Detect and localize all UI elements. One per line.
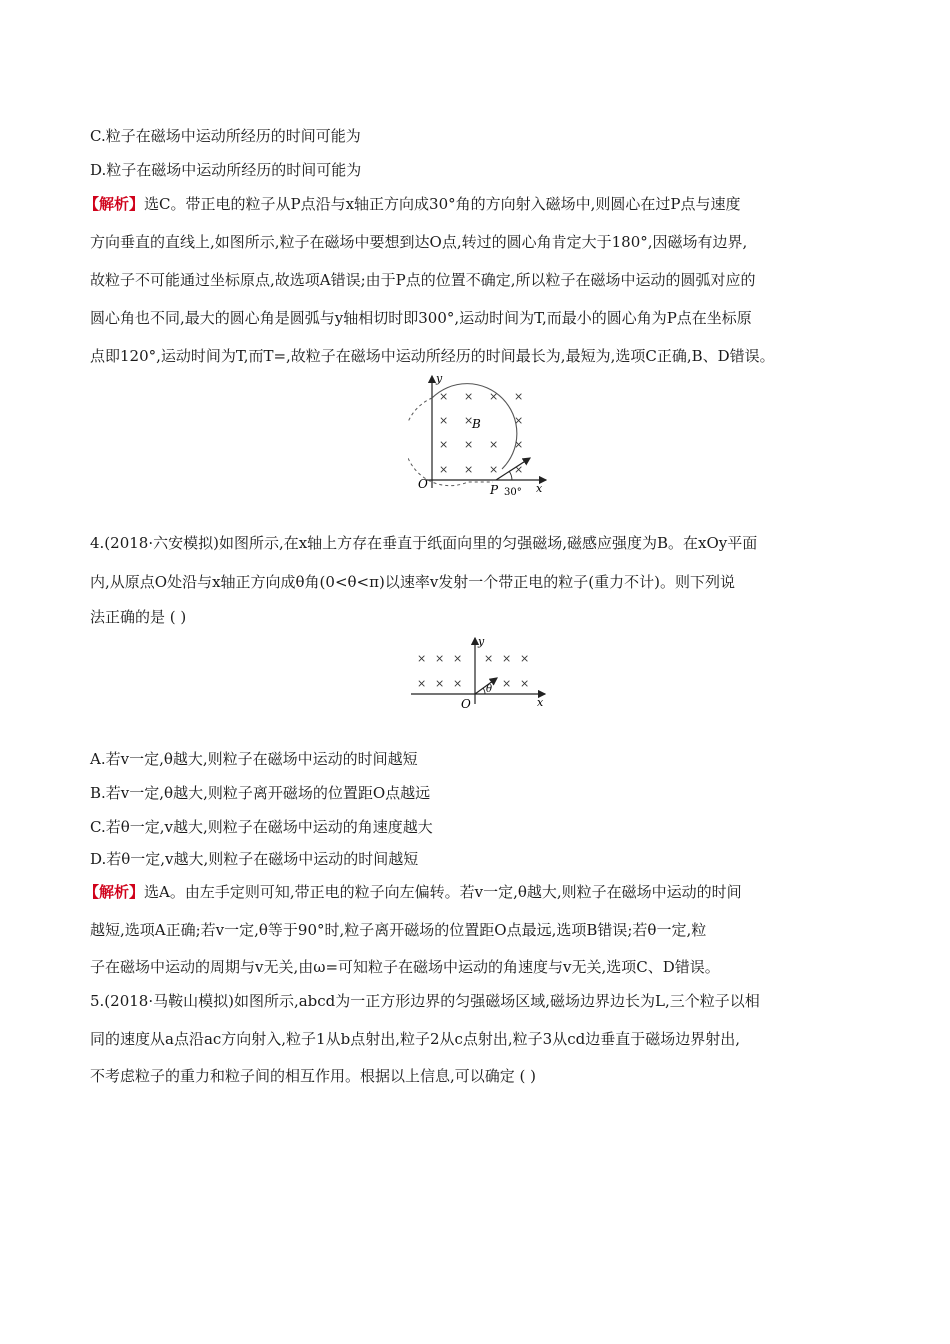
analysis-tag: 【解析】 bbox=[84, 195, 145, 213]
q4-analysis-line-1 bbox=[84, 882, 742, 902]
q3-figure bbox=[408, 370, 558, 502]
field-symbol: × bbox=[502, 652, 512, 665]
q3-analysis-line-5: 点即120°,运动时间为T,而T=,故粒子在磁场中运动所经历的时间最长为,最短为,选项C正确,B、D错误。 bbox=[90, 347, 775, 365]
angle-theta-label: θ bbox=[486, 684, 493, 695]
origin-label: O bbox=[418, 477, 428, 491]
field-symbol: × bbox=[520, 652, 530, 665]
field-symbol: × bbox=[417, 652, 427, 665]
field-symbol: × bbox=[439, 463, 449, 476]
field-symbol: × bbox=[464, 463, 474, 476]
field-symbol: × bbox=[464, 414, 474, 427]
q4-option-c: C.若θ一定,v越大,则粒子在磁场中运动的角速度越大 bbox=[90, 818, 433, 836]
q4-stem-line-1: 4.(2018·六安模拟)如图所示,在x轴上方存在垂直于纸面向里的匀强磁场,磁感应强度为B。在xOy平面 bbox=[90, 534, 758, 552]
q5-stem-line-1: 5.(2018·马鞍山模拟)如图所示,abcd为一正方形边界的匀强磁场区域,磁场边界边长为L,三个粒子以相 bbox=[90, 992, 760, 1010]
field-symbol: × bbox=[520, 677, 530, 690]
field-symbol: × bbox=[439, 390, 449, 403]
q3-analysis-line-1 bbox=[84, 194, 741, 214]
q3-option-d: D.粒子在磁场中运动所经历的时间可能为 bbox=[90, 161, 362, 179]
q4-analysis-line-3: 子在磁场中运动的周期与v无关,由ω=可知粒子在磁场中运动的角速度与v无关,选项C、D错误。 bbox=[90, 958, 720, 976]
q3-analysis-line-2: 方向垂直的直线上,如图所示,粒子在磁场中要想到达O点,转过的圆心角肯定大于180°,因磁场有边界, bbox=[90, 233, 748, 251]
x-axis-label: x bbox=[536, 482, 543, 495]
field-symbol: × bbox=[489, 463, 499, 476]
q5-stem-line-3: 不考虑粒子的重力和粒子间的相互作用。根据以上信息,可以确定 ( ) bbox=[90, 1067, 537, 1085]
field-symbol: × bbox=[417, 677, 427, 690]
q4-analysis-line-2: 越短,选项A正确;若v一定,θ等于90°时,粒子离开磁场的位置距O点最远,选项B错误;若θ一定,粒 bbox=[90, 921, 707, 939]
field-symbol: × bbox=[435, 677, 445, 690]
q3-analysis-line-3: 故粒子不可能通过坐标原点,故选项A错误;由于P点的位置不确定,所以粒子在磁场中运动的圆弧对应的 bbox=[90, 271, 756, 289]
q4-option-a: A.若v一定,θ越大,则粒子在磁场中运动的时间越短 bbox=[90, 750, 418, 768]
field-symbols bbox=[439, 390, 523, 476]
field-symbol: × bbox=[464, 438, 474, 451]
q4-stem-line-3: 法正确的是 ( ) bbox=[90, 608, 187, 626]
field-symbol: × bbox=[453, 652, 463, 665]
field-symbols bbox=[417, 652, 529, 690]
x-axis-label: x bbox=[537, 696, 544, 709]
field-symbol: × bbox=[514, 438, 524, 451]
q3-analysis-line-4: 圆心角也不同,最大的圆心角是圆弧与y轴相切时即300°,运动时间为T,而最小的圆心角为P点在坐标原 bbox=[90, 309, 752, 327]
circle-dashed-arc bbox=[408, 398, 493, 486]
field-symbol: × bbox=[502, 677, 512, 690]
field-symbol: × bbox=[514, 390, 524, 403]
y-axis-label: y bbox=[436, 372, 443, 385]
field-symbol: × bbox=[514, 463, 524, 476]
field-symbol: × bbox=[453, 677, 463, 690]
q4-figure bbox=[405, 634, 555, 714]
analysis-text: 选A。由左手定则可知,带正电的粒子向左偏转。若v一定,θ越大,则粒子在磁场中运动的时间 bbox=[144, 883, 742, 901]
point-p-label: P bbox=[490, 483, 499, 497]
angle-label: 30° bbox=[504, 487, 522, 498]
field-symbol: × bbox=[439, 414, 449, 427]
field-symbol: × bbox=[514, 414, 524, 427]
q4-stem-line-2: 内,从原点O处沿与x轴正方向成θ角(0<θ<π)以速率v发射一个带正电的粒子(重力不计)。则下列说 bbox=[90, 573, 736, 591]
q3-option-c: C.粒子在磁场中运动所经历的时间可能为 bbox=[90, 127, 361, 145]
field-symbol: × bbox=[489, 390, 499, 403]
angle-arc bbox=[509, 471, 512, 480]
origin-label: O bbox=[461, 697, 471, 711]
field-label-b: B bbox=[472, 417, 481, 431]
field-symbol: × bbox=[435, 652, 445, 665]
q5-stem-line-2: 同的速度从a点沿ac方向射入,粒子1从b点射出,粒子2从c点射出,粒子3从cd边垂直于磁场边界射出, bbox=[90, 1030, 740, 1048]
field-symbol: × bbox=[484, 652, 494, 665]
field-symbol: × bbox=[439, 438, 449, 451]
q4-option-d: D.若θ一定,v越大,则粒子在磁场中运动的时间越短 bbox=[90, 850, 419, 868]
analysis-text: 选C。带正电的粒子从P点沿与x轴正方向成30°角的方向射入磁场中,则圆心在过P点与速度 bbox=[144, 195, 741, 213]
field-symbol: × bbox=[489, 438, 499, 451]
y-axis-label: y bbox=[478, 635, 485, 648]
q4-option-b: B.若v一定,θ越大,则粒子离开磁场的位置距O点越远 bbox=[90, 784, 431, 802]
velocity-arrow bbox=[496, 458, 530, 480]
field-symbol: × bbox=[464, 390, 474, 403]
analysis-tag: 【解析】 bbox=[84, 883, 145, 901]
angle-arc bbox=[483, 688, 485, 694]
